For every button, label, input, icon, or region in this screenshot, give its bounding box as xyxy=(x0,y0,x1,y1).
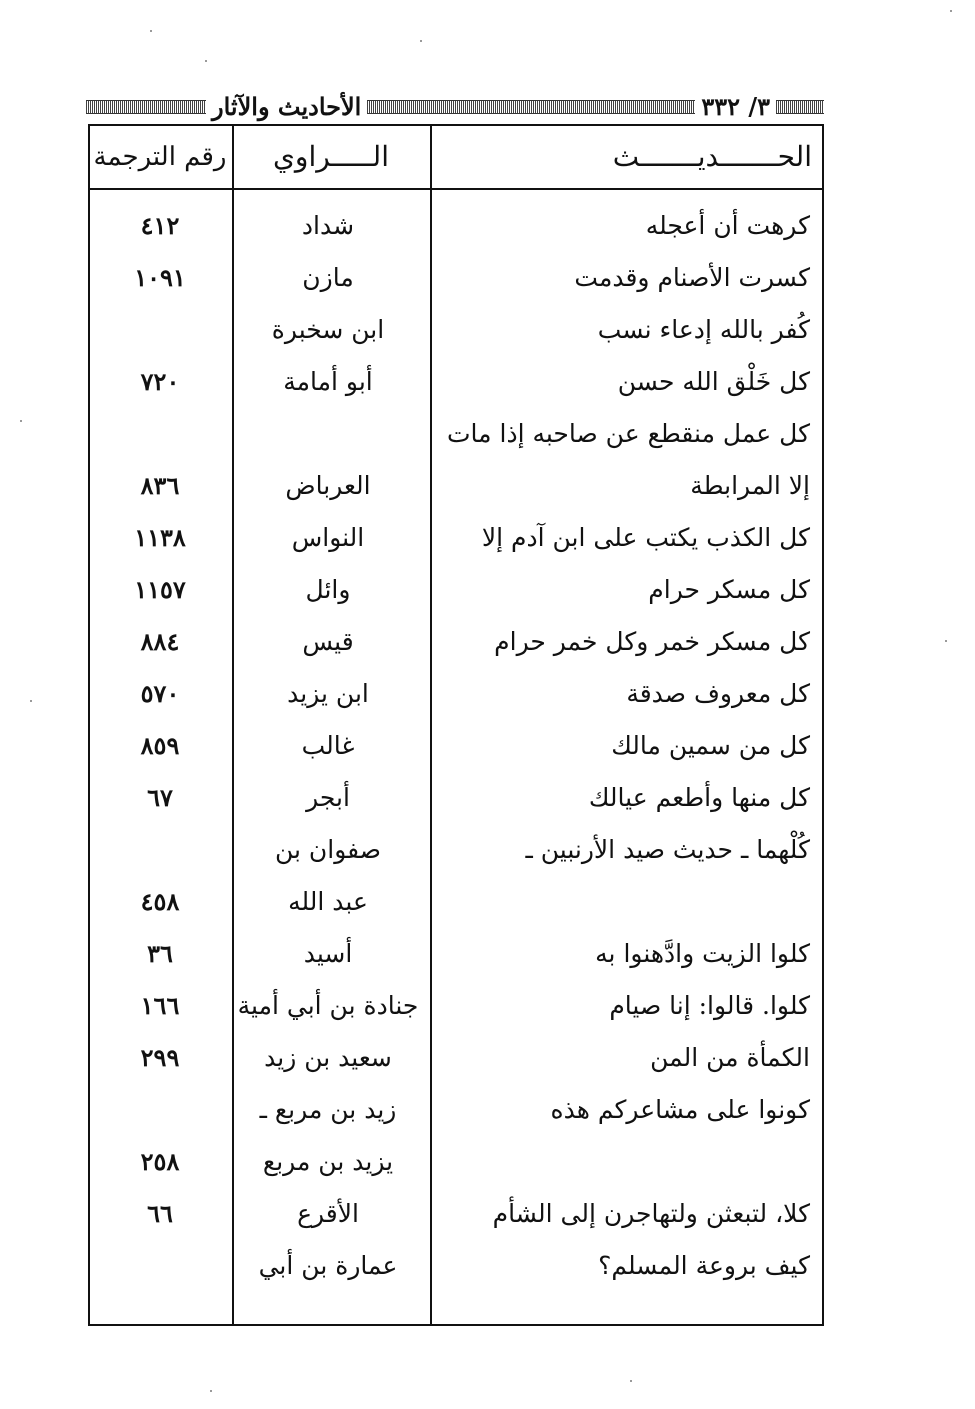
table-row xyxy=(90,1188,822,1240)
narrator-cell: جنادة بن أبي أمية xyxy=(237,991,419,1020)
hadith-cell: كل عمل منقطع عن صاحبه إذا مات xyxy=(447,419,810,448)
table-row xyxy=(90,304,822,356)
biography-number-cell: ٨٨٤ xyxy=(140,627,180,656)
biography-number-cell: ١١٣٨ xyxy=(134,523,186,552)
hadith-cell: إلا المرابطة xyxy=(690,471,810,500)
biography-number-cell xyxy=(90,304,230,356)
hadith-cell: كيف بروعة المسلم؟ xyxy=(598,1251,810,1280)
table-row xyxy=(90,720,822,772)
biography-number-cell xyxy=(90,824,230,876)
biography-number-cell: ٥٧٠ xyxy=(140,679,180,708)
biography-number-cell: ٤١٢ xyxy=(140,211,180,240)
biography-number-cell: ٧٢٠ xyxy=(140,367,180,396)
narrator-cell: الأقرع xyxy=(297,1199,359,1228)
running-header xyxy=(86,92,824,122)
biography-number-cell: ٤٥٨ xyxy=(140,887,180,916)
hadith-cell: كل خَلْق الله حسن xyxy=(617,367,810,396)
header-rule-middle xyxy=(367,100,695,114)
narrator-cell xyxy=(230,408,426,460)
table-row xyxy=(90,824,822,876)
hadith-cell: كُفر بالله إدعاء نسب xyxy=(597,315,810,344)
narrator-cell: قيس xyxy=(302,627,354,656)
table-header xyxy=(90,126,822,190)
hadith-cell xyxy=(425,1136,810,1188)
narrator-cell: أبو أمامة xyxy=(283,367,373,396)
narrator-cell: أسيد xyxy=(303,939,353,968)
biography-number-cell: ١١٥٧ xyxy=(134,575,186,604)
biography-number-cell xyxy=(90,408,230,460)
hadith-cell: كلوا. قالوا: إنا صيام xyxy=(609,991,810,1020)
narrator-cell: عمارة بن أبي xyxy=(258,1251,398,1280)
biography-number-cell: ٣٦ xyxy=(147,939,173,968)
biography-number-cell: ٨٣٦ xyxy=(140,471,180,500)
narrator-cell: صفوان بن xyxy=(274,835,382,864)
book-title: الأحاديث والآثار xyxy=(212,92,362,121)
biography-number-cell: ٨٥٩ xyxy=(140,731,180,760)
biography-number-cell: ٢٥٨ xyxy=(140,1147,180,1176)
hadith-cell: كونوا على مشاعركم هذه xyxy=(550,1095,810,1124)
biography-number-cell: ١٦٦ xyxy=(140,991,180,1020)
table-row xyxy=(90,408,822,460)
biography-number-cell: ٦٧ xyxy=(147,783,173,812)
hadith-cell: كلا، لتبعثن ولتهاجرن إلى الشأم xyxy=(492,1199,810,1228)
hadith-cell: كسرت الأصنام وقدمت xyxy=(574,263,810,292)
hadith-cell: كل منها وأطعم عيالك xyxy=(588,783,810,812)
narrator-cell: زيد بن مربع ـ xyxy=(259,1095,397,1124)
hadith-cell: كل مسكر خمر وكل خمر حرام xyxy=(494,627,810,656)
table-row xyxy=(90,1136,822,1188)
table-row xyxy=(90,980,822,1032)
hadith-cell: كل معروف صدقة xyxy=(626,679,810,708)
narrator-cell: غالب xyxy=(301,731,355,760)
table-row xyxy=(90,460,822,512)
table-row xyxy=(90,876,822,928)
hadith-cell: كل من سمين مالك xyxy=(611,731,810,760)
hadith-cell: كلوا الزيت وادَّهنوا به xyxy=(595,939,810,968)
table-row xyxy=(90,252,822,304)
hadith-cell: كُلْهما ـ حديث صيد الأرنبين ـ xyxy=(525,835,810,864)
narrator-cell: وائل xyxy=(305,575,351,604)
table-row xyxy=(90,512,822,564)
narrator-cell: مازن xyxy=(302,263,354,292)
hadith-cell: الكمأة من المن xyxy=(650,1043,810,1072)
narrator-cell: العرباض xyxy=(285,471,371,500)
hadith-cell xyxy=(425,876,810,928)
hadith-cell: كرهت أن أعجله xyxy=(645,211,810,240)
narrator-cell: ابن يزيد xyxy=(287,679,369,708)
table-row xyxy=(90,200,822,252)
column-header-narrator: الـــــراوي xyxy=(273,140,389,173)
biography-number-cell xyxy=(90,1084,230,1136)
table-row xyxy=(90,356,822,408)
column-header-hadith: الحـــــــديـــــــث xyxy=(612,140,812,173)
hadith-cell: كل مسكر حرام xyxy=(648,575,810,604)
index-table xyxy=(88,124,824,1326)
narrator-cell: شداد xyxy=(301,211,355,240)
header-rule-left xyxy=(86,100,206,114)
table-row xyxy=(90,616,822,668)
table-row xyxy=(90,1240,822,1292)
header-rule-right xyxy=(776,100,824,114)
table-row xyxy=(90,1032,822,1084)
table-row xyxy=(90,668,822,720)
narrator-cell: يزيد بن مربع xyxy=(262,1147,394,1176)
narrator-cell: النواس xyxy=(291,523,365,552)
narrator-cell: أبجر xyxy=(306,783,350,812)
table-row xyxy=(90,772,822,824)
biography-number-cell xyxy=(90,1240,230,1292)
table-row xyxy=(90,1084,822,1136)
table-body xyxy=(90,190,822,1292)
table-row xyxy=(90,564,822,616)
biography-number-cell: ١٠٩١ xyxy=(134,263,186,292)
narrator-cell: سعيد بن زيد xyxy=(264,1043,392,1072)
page-reference: ٣/ ٣٣٢ xyxy=(701,92,770,121)
hadith-cell: كل الكذب يكتب على ابن آدم إلا xyxy=(481,523,810,552)
column-header-biography-number: رقم الترجمة xyxy=(93,142,227,172)
narrator-cell: ابن سخبرة xyxy=(271,315,385,344)
biography-number-cell: ٢٩٩ xyxy=(140,1043,180,1072)
table-row xyxy=(90,928,822,980)
biography-number-cell: ٦٦ xyxy=(147,1199,173,1228)
narrator-cell: عبد الله xyxy=(288,887,368,916)
